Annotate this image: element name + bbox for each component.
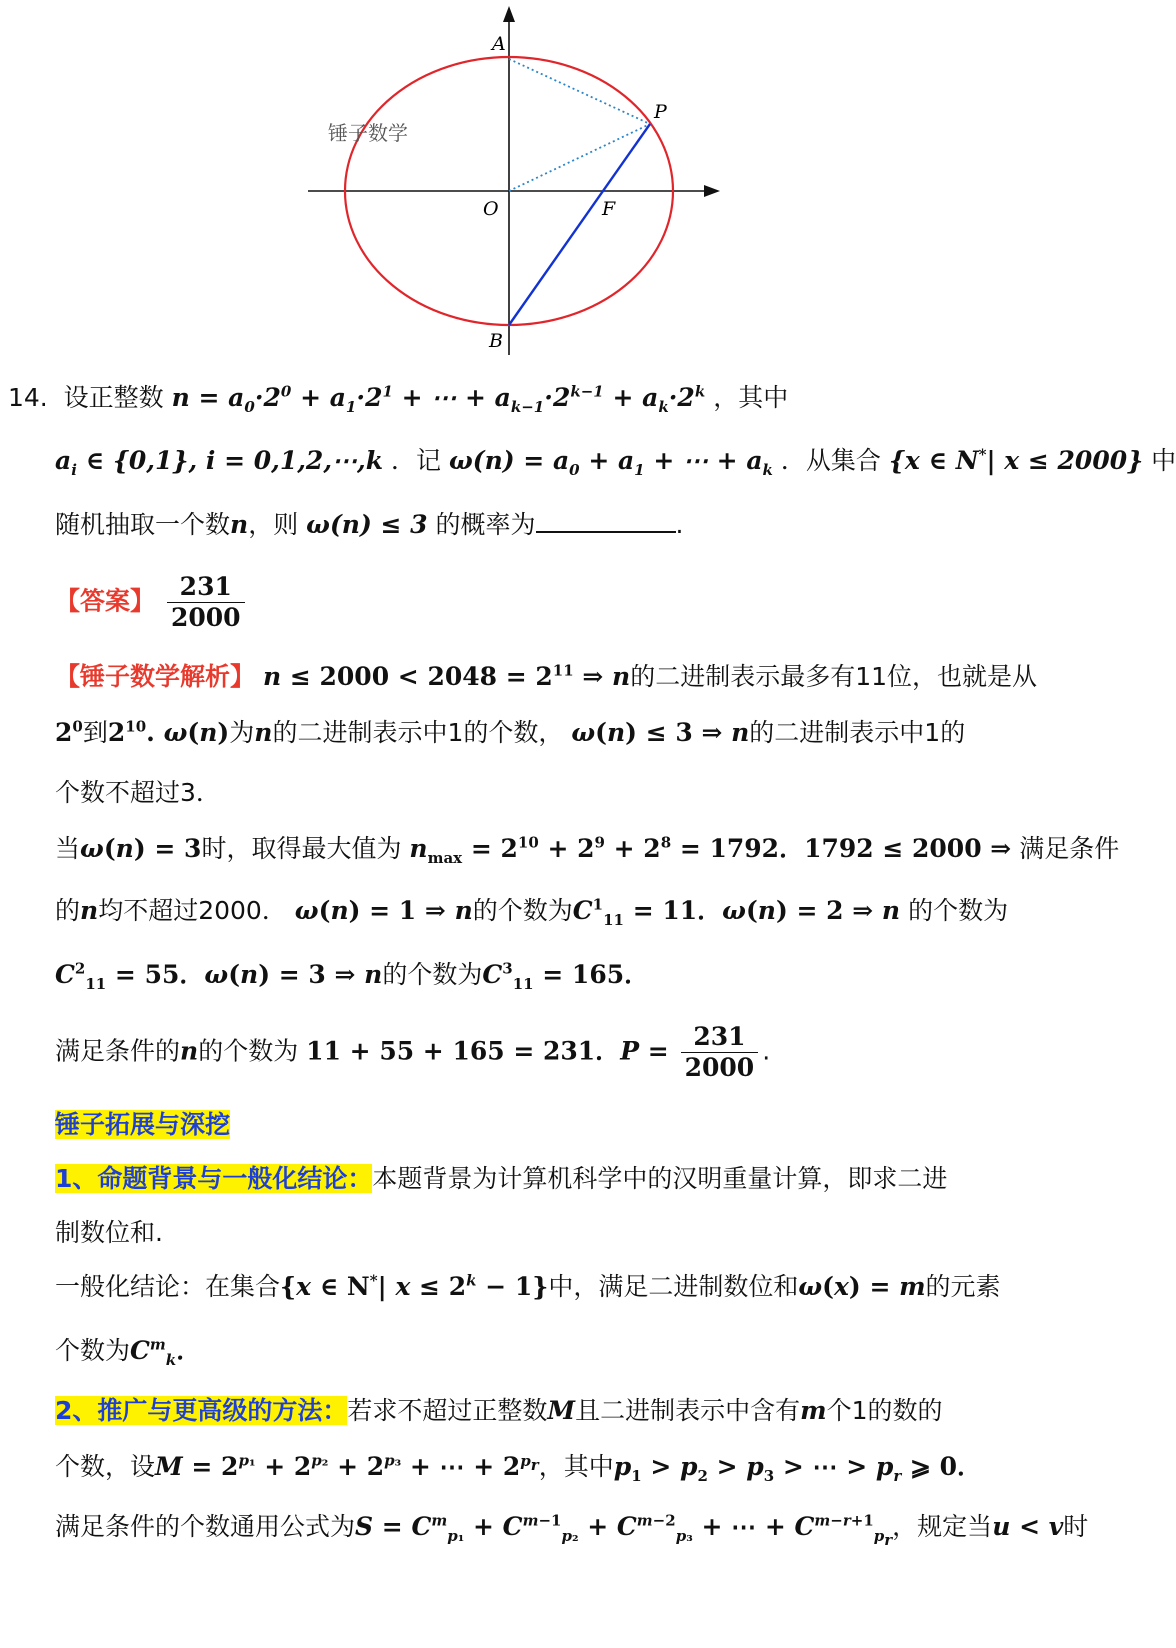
answer-blank [536, 513, 676, 533]
general-line-2: 个数为$C^m_k$． [55, 1335, 202, 1369]
problem-line-2: $a_i$ ∈ {0,1}, i = 0,1,2,⋯,k ．记 $\omega(n) = a_0 + a_1$ + ⋯ + $a_k$ ．从集合 {x ∈ N*| x ≤ 2000} 中 [55, 445, 1176, 479]
answer-fraction: $\frac{231}{2000}$ [167, 572, 245, 633]
watermark: 锤子数学 [328, 121, 408, 145]
extension-p1-line: 个数，设$M = 2^{p_1} + 2^{p_2} + 2^{p_3}$ + ⋯ + $2^{p_r}$，其中$p_1 > p_2 > p_3$ > ⋯ > $p_r$ ⩾ 0． [55, 1451, 983, 1485]
label-O: O [483, 198, 499, 220]
analysis-label: 【锤子数学解析】 [55, 662, 256, 691]
formula-omega: $\omega(n) = a_0 + a_1$ + ⋯ + $a_k$ [448, 446, 773, 479]
formula-ai: $a_i$ ∈ {0,1}, i = 0,1,2,⋯,k [55, 446, 384, 479]
label-P: P [654, 101, 667, 123]
label-A: A [492, 33, 506, 55]
analysis-line-3: 个数不超过3． [55, 778, 221, 807]
problem-number: 14. [8, 383, 48, 412]
x-axis-arrow [704, 185, 720, 197]
section-heading-2: 2、推广与更高级的方法： [55, 1396, 348, 1425]
extension-h1-line-2: 制数位和. [55, 1218, 163, 1247]
y-axis-arrow [503, 6, 515, 22]
formula-set: {x ∈ N*| x ≤ 2000} [888, 445, 1144, 475]
answer-line [55, 572, 249, 633]
segment-BP [509, 124, 650, 325]
general-line-1: 一般化结论：在集合{x ∈ N*| $x \le 2^k - 1$}中，满足二进制数位和ω(x) = m的元素 [55, 1271, 1001, 1301]
dotted-OP [509, 124, 650, 191]
analysis-line-5: 的n均不超过2000． ω(n) = 1 ⇒ n的个数为$C^1_{11} = 11$．ω(n) = 2 ⇒ n 的个数为 [55, 895, 1009, 929]
extension-h2-line: 2、推广与更高级的方法：若求不超过正整数M且二进制表示中含有m个1的数的 [55, 1396, 943, 1425]
analysis-line-4: 当ω(n) = 3时，取得最大值为 $n_{max} = 2^{10} + 2^9 + 2^8 = 1792$．1792 ≤ 2000 ⇒ 满足条件 [55, 833, 1120, 867]
analysis-line-7: 满足条件的n的个数为 11 + 55 + 165 = 231．P = $\frac{231}{2000}$ . [55, 1022, 771, 1082]
dotted-AP [509, 59, 650, 124]
extension-h1-line: 1、命题背景与一般化结论：本题背景为计算机科学中的汉明重量计算，即求二进 [55, 1164, 948, 1193]
ellipse-figure [300, 0, 730, 360]
formula-condition: ω(n) ≤ 3 [306, 510, 428, 539]
problem-line-1: 14. 设正整数 $n = a_0\cdot 2^0 + a_1\cdot 2^1$ + ⋯ + $a_{k-1}\cdot 2^{k-1} + a_k\cdot 2^k$ ，其中 [8, 382, 789, 416]
label-F: F [602, 198, 616, 220]
probability-fraction: $\frac{231}{2000}$ [681, 1022, 759, 1083]
problem-line-3: 随机抽取一个数n，则 ω(n) ≤ 3 的概率为 . [55, 510, 684, 539]
extension-title: 锤子拓展与深挖 [55, 1110, 231, 1139]
label-B: B [489, 330, 503, 352]
analysis-line-2: $2^0$到$2^{10}$. ω(n)为n的二进制表示中1的个数， ω(n) ≤ 3 ⇒ n的二进制表示中1的 [55, 717, 966, 747]
analysis-line-6: $C^2_{11} = 55$．ω(n) = 3 ⇒ n的个数为$C^3_{11} = 165$． [55, 959, 650, 993]
analysis-line-1: 【锤子数学解析】 $n \le 2000 < 2048 = 2^{11}$ ⇒ n的二进制表示最多有11位，也就是从 [55, 661, 1038, 691]
answer-label: 【答案】 [55, 586, 156, 616]
extension-p2-line: 满足条件的个数通用公式为$S = C^m_{p_1} + C^{m-1}_{p_2} + C^{m-2}_{p_3}$ + ⋯ + $C^{m-r+1}_{p_r}$，规定当u < v时 [55, 1511, 1089, 1549]
extension-title-line [55, 1110, 230, 1140]
section-heading-1: 1、命题背景与一般化结论： [55, 1164, 373, 1193]
formula-n-expansion: $n = a_0\cdot 2^0 + a_1\cdot 2^1$ + ⋯ + $a_{k-1}\cdot 2^{k-1} + a_k\cdot 2^k$ [171, 382, 706, 416]
